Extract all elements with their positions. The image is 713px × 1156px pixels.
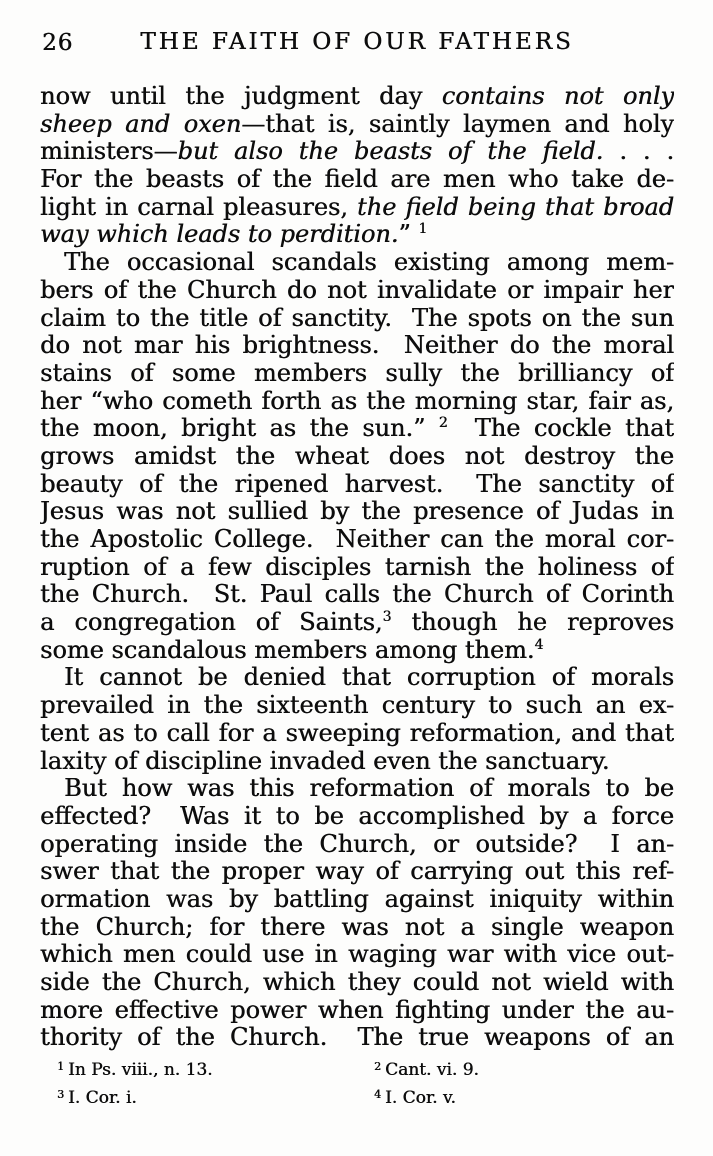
text-line: But how was this reformation of morals to be [64, 775, 674, 803]
footnote-reference: 2 [438, 415, 448, 432]
text-line: Jesus was not sullied by the presence of Judas in [40, 498, 674, 526]
text-line: grows amidst the wheat does not destroy the [40, 442, 674, 470]
footnote: $^3$ I. Cor. i. [57, 1088, 137, 1108]
footnote: $^1$ In Ps. viii., n. 13. [57, 1060, 213, 1080]
text-line: ministers—but also the beasts of the field. . . . [40, 138, 674, 166]
text-line: swer that the proper way of carrying out this ref- [40, 858, 674, 886]
text-line: do not mar his brightness. Neither do the moral [40, 332, 674, 360]
footnotes [40, 1056, 674, 1112]
text-line: bers of the Church do not invalidate or impair her [40, 276, 674, 304]
text-line: claim to the title of sanctity. The spots on the sun [40, 304, 674, 332]
text-line: ruption of a few disciples tarnish the holiness of [40, 553, 674, 581]
footnote-reference: 1 [418, 221, 428, 238]
footnote: $^4$ I. Cor. v. [374, 1088, 456, 1108]
text-line: prevailed in the sixteenth century to such an ex- [40, 692, 674, 720]
text-line: thority of the Church. The true weapons of an [40, 1024, 674, 1052]
text-line: the Church. St. Paul calls the Church of Corinth [40, 581, 674, 609]
text-line: which men could use in waging war with vice out- [40, 941, 674, 969]
footnote-reference: 3 [382, 609, 392, 626]
page-number: 26 [42, 30, 74, 56]
text-line: beauty of the ripened harvest. The sanctity of [40, 470, 674, 498]
text-line: For the beasts of the field are men who take de- [40, 166, 674, 194]
text-line: The occasional scandals existing among mem- [64, 249, 674, 277]
footnote-reference: 4 [534, 636, 544, 653]
text-line: tent as to call for a sweeping reformation, and that [40, 719, 674, 747]
text-line: effected? Was it to be accomplished by a force [40, 802, 674, 830]
footnote-marker: 3 [57, 1088, 64, 1101]
text-line: sheep and oxen—that is, saintly laymen and holy [40, 110, 674, 138]
text-line: more effective power when fighting under the au- [40, 996, 674, 1024]
running-title: THE FAITH OF OUR FATHERS [140, 29, 574, 55]
text-line: It cannot be denied that corruption of morals [64, 664, 674, 692]
text-line: some scandalous members among them.$^4$ [40, 636, 544, 664]
text-line: now until the judgment day contains not only [40, 83, 674, 110]
text-line: stains of some members sully the brilliancy of [40, 359, 674, 387]
footnote: $^2$ Cant. vi. 9. [374, 1060, 479, 1080]
body-text [40, 83, 674, 1052]
footnote-marker: 4 [374, 1088, 381, 1101]
text-line: way which leads to perdition.” $^1$ [40, 221, 428, 249]
text-line: the moon, bright as the sun.” $^2$ The cockle that [40, 415, 674, 443]
text-line: light in carnal pleasures, the field being that broad [40, 193, 674, 221]
text-line: a congregation of Saints,$^3$ though he reproves [40, 609, 674, 637]
footnote-marker: 1 [57, 1060, 64, 1073]
text-line: side the Church, which they could not wield with [40, 969, 674, 996]
text-line: the Apostolic College. Neither can the moral cor- [40, 526, 674, 553]
text-line: ormation was by battling against iniquity within [40, 885, 674, 913]
page-header [40, 29, 674, 57]
text-line: laxity of discipline invaded even the sanctuary. [40, 747, 610, 775]
text-line: the Church; for there was not a single weapon [40, 913, 674, 941]
text-line: operating inside the Church, or outside? I an- [40, 830, 674, 858]
text-line: her “who cometh forth as the morning star, fair as, [40, 387, 674, 415]
footnote-marker: 2 [374, 1060, 381, 1073]
